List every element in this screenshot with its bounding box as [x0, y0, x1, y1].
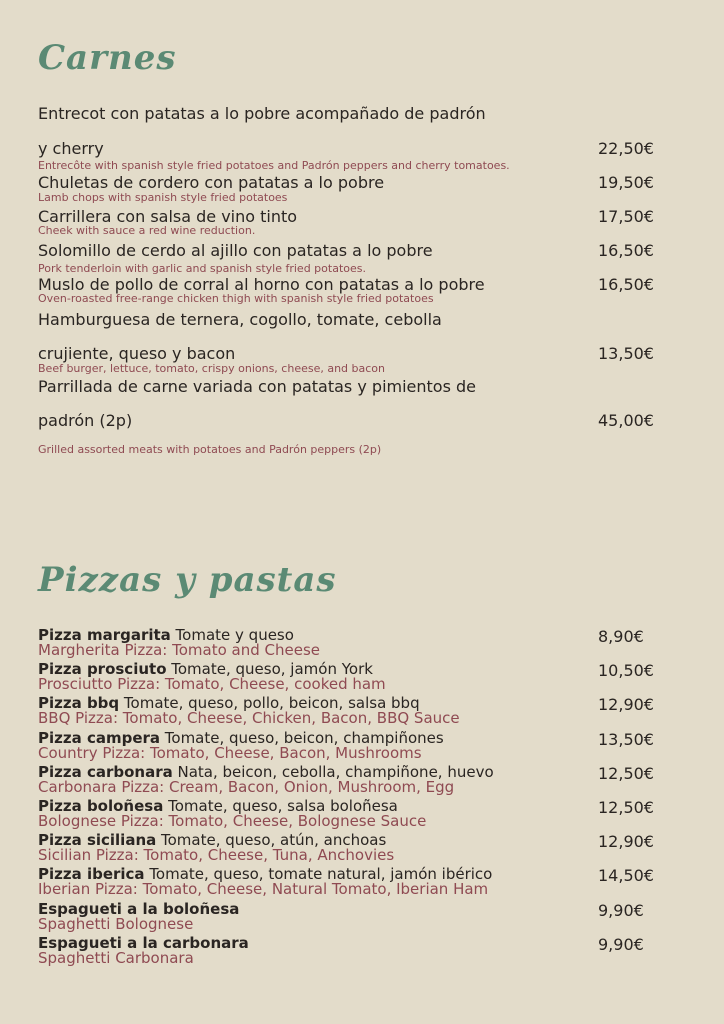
- pizza-item-0-price: 8,90€: [598, 627, 644, 646]
- carnes-item-6-name-line1: Parrillada de carne variada con patatas y pimientos de: [38, 377, 477, 396]
- carnes-item-6-english: Grilled assorted meats with potatoes and Padrón peppers (2p): [38, 443, 382, 456]
- carnes-item-1-name: Chuletas de cordero con patatas a lo pobre: [38, 173, 385, 192]
- pizza-item-9-english: Spaghetti Carbonara: [38, 949, 194, 967]
- carnes-item-0-english: Entrecôte with spanish style fried potatoes and Padrón peppers and cherry tomatoes.: [38, 159, 510, 172]
- carnes-item-5-english: Beef burger, lettuce, tomato, crispy onions, cheese, and bacon: [38, 362, 386, 375]
- pizza-item-7-name: Pizza iberica: [38, 865, 145, 883]
- carnes-item-1-english: Lamb chops with spanish style fried potatoes: [38, 191, 288, 204]
- pizza-item-1-ingredients: Tomate, queso, jamón York: [166, 660, 373, 678]
- pizzas-section-title: Pizzas y pastas: [38, 560, 337, 600]
- pizza-item-1-english: Prosciutto Pizza: Tomato, Cheese, cooked ham: [38, 675, 386, 693]
- carnes-item-4-name: Muslo de pollo de corral al horno con patatas a lo pobre: [38, 275, 485, 294]
- pizza-item-6-price: 12,90€: [598, 832, 654, 851]
- pizza-item-3-ingredients: Tomate, queso, beicon, champiñones: [160, 729, 444, 747]
- carnes-section-title: Carnes: [38, 38, 177, 78]
- pizza-item-1-price: 10,50€: [598, 661, 654, 680]
- carnes-item-6-price: 45,00€: [598, 411, 654, 430]
- pizza-item-5-price: 12,50€: [598, 798, 654, 817]
- carnes-item-5-price: 13,50€: [598, 344, 654, 363]
- pizza-item-4-price: 12,50€: [598, 764, 654, 783]
- pizza-item-5-ingredients: Tomate, queso, salsa boloñesa: [163, 797, 398, 815]
- pizza-item-2-ingredients: Tomate, queso, pollo, beicon, salsa bbq: [119, 694, 420, 712]
- pizza-item-8-price: 9,90€: [598, 901, 644, 920]
- pizza-item-6-ingredients: Tomate, queso, atún, anchoas: [156, 831, 387, 849]
- carnes-item-3-english: Pork tenderloin with garlic and spanish style fried potatoes.: [38, 262, 366, 275]
- carnes-item-0-name-line1: Entrecot con patatas a lo pobre acompañado de padrón: [38, 104, 486, 123]
- carnes-item-6-name-line2: padrón (2p): [38, 411, 133, 430]
- pizza-item-4-english: Carbonara Pizza: Cream, Bacon, Onion, Mushroom, Egg: [38, 778, 455, 796]
- pizza-item-7-price: 14,50€: [598, 866, 654, 885]
- pizza-item-7-english: Iberian Pizza: Tomato, Cheese, Natural Tomato, Iberian Ham: [38, 880, 489, 898]
- pizza-item-5-english: Bolognese Pizza: Tomato, Cheese, Bolognese Sauce: [38, 812, 427, 830]
- pizza-item-0-name: Pizza margarita: [38, 626, 171, 644]
- pizza-item-2-price: 12,90€: [598, 695, 654, 714]
- pizza-item-3-price: 13,50€: [598, 730, 654, 749]
- pizza-item-0-ingredients: Tomate y queso: [170, 626, 294, 644]
- carnes-item-3-name: Solomillo de cerdo al ajillo con patatas a lo pobre: [38, 241, 433, 260]
- carnes-item-0-name-line2: y cherry: [38, 139, 104, 158]
- carnes-item-4-english: Oven-roasted free-range chicken thigh with spanish style fried potatoes: [38, 292, 434, 305]
- carnes-item-2-price: 17,50€: [598, 207, 654, 226]
- pizza-item-4-ingredients: Nata, beicon, cebolla, champiñone, huevo: [172, 763, 494, 781]
- carnes-item-2-name: Carrillera con salsa de vino tinto: [38, 207, 298, 226]
- pizza-item-2-name: Pizza bbq: [38, 694, 120, 712]
- carnes-item-3-price: 16,50€: [598, 241, 654, 260]
- carnes-item-0-price: 22,50€: [598, 139, 654, 158]
- carnes-item-5-name-line1: Hamburguesa de ternera, cogollo, tomate, cebolla: [38, 310, 442, 329]
- carnes-item-1-price: 19,50€: [598, 173, 654, 192]
- pizza-item-1-name: Pizza prosciuto: [38, 660, 167, 678]
- pizza-item-8-english: Spaghetti Bolognese: [38, 915, 194, 933]
- pizza-item-6-name: Pizza siciliana: [38, 831, 157, 849]
- pizza-item-9-price: 9,90€: [598, 935, 644, 954]
- pizza-item-2-english: BBQ Pizza: Tomato, Cheese, Chicken, Bacon, BBQ Sauce: [38, 709, 460, 727]
- pizza-item-6-english: Sicilian Pizza: Tomato, Cheese, Tuna, Anchovies: [38, 846, 395, 864]
- pizza-item-3-english: Country Pizza: Tomato, Cheese, Bacon, Mushrooms: [38, 744, 422, 762]
- pizza-item-8-name: Espagueti a la boloñesa: [38, 900, 240, 918]
- carnes-item-4-price: 16,50€: [598, 275, 654, 294]
- carnes-item-5-name-line2: crujiente, queso y bacon: [38, 344, 236, 363]
- carnes-item-2-english: Cheek with sauce a red wine reduction.: [38, 224, 256, 237]
- pizza-item-5-name: Pizza boloñesa: [38, 797, 164, 815]
- pizza-item-9-name: Espagueti a la carbonara: [38, 934, 249, 952]
- pizza-item-7-ingredients: Tomate, queso, tomate natural, jamón ibérico: [144, 865, 493, 883]
- pizza-item-4-name: Pizza carbonara: [38, 763, 173, 781]
- pizza-item-3-name: Pizza campera: [38, 729, 161, 747]
- pizza-item-0-english: Margherita Pizza: Tomato and Cheese: [38, 641, 321, 659]
